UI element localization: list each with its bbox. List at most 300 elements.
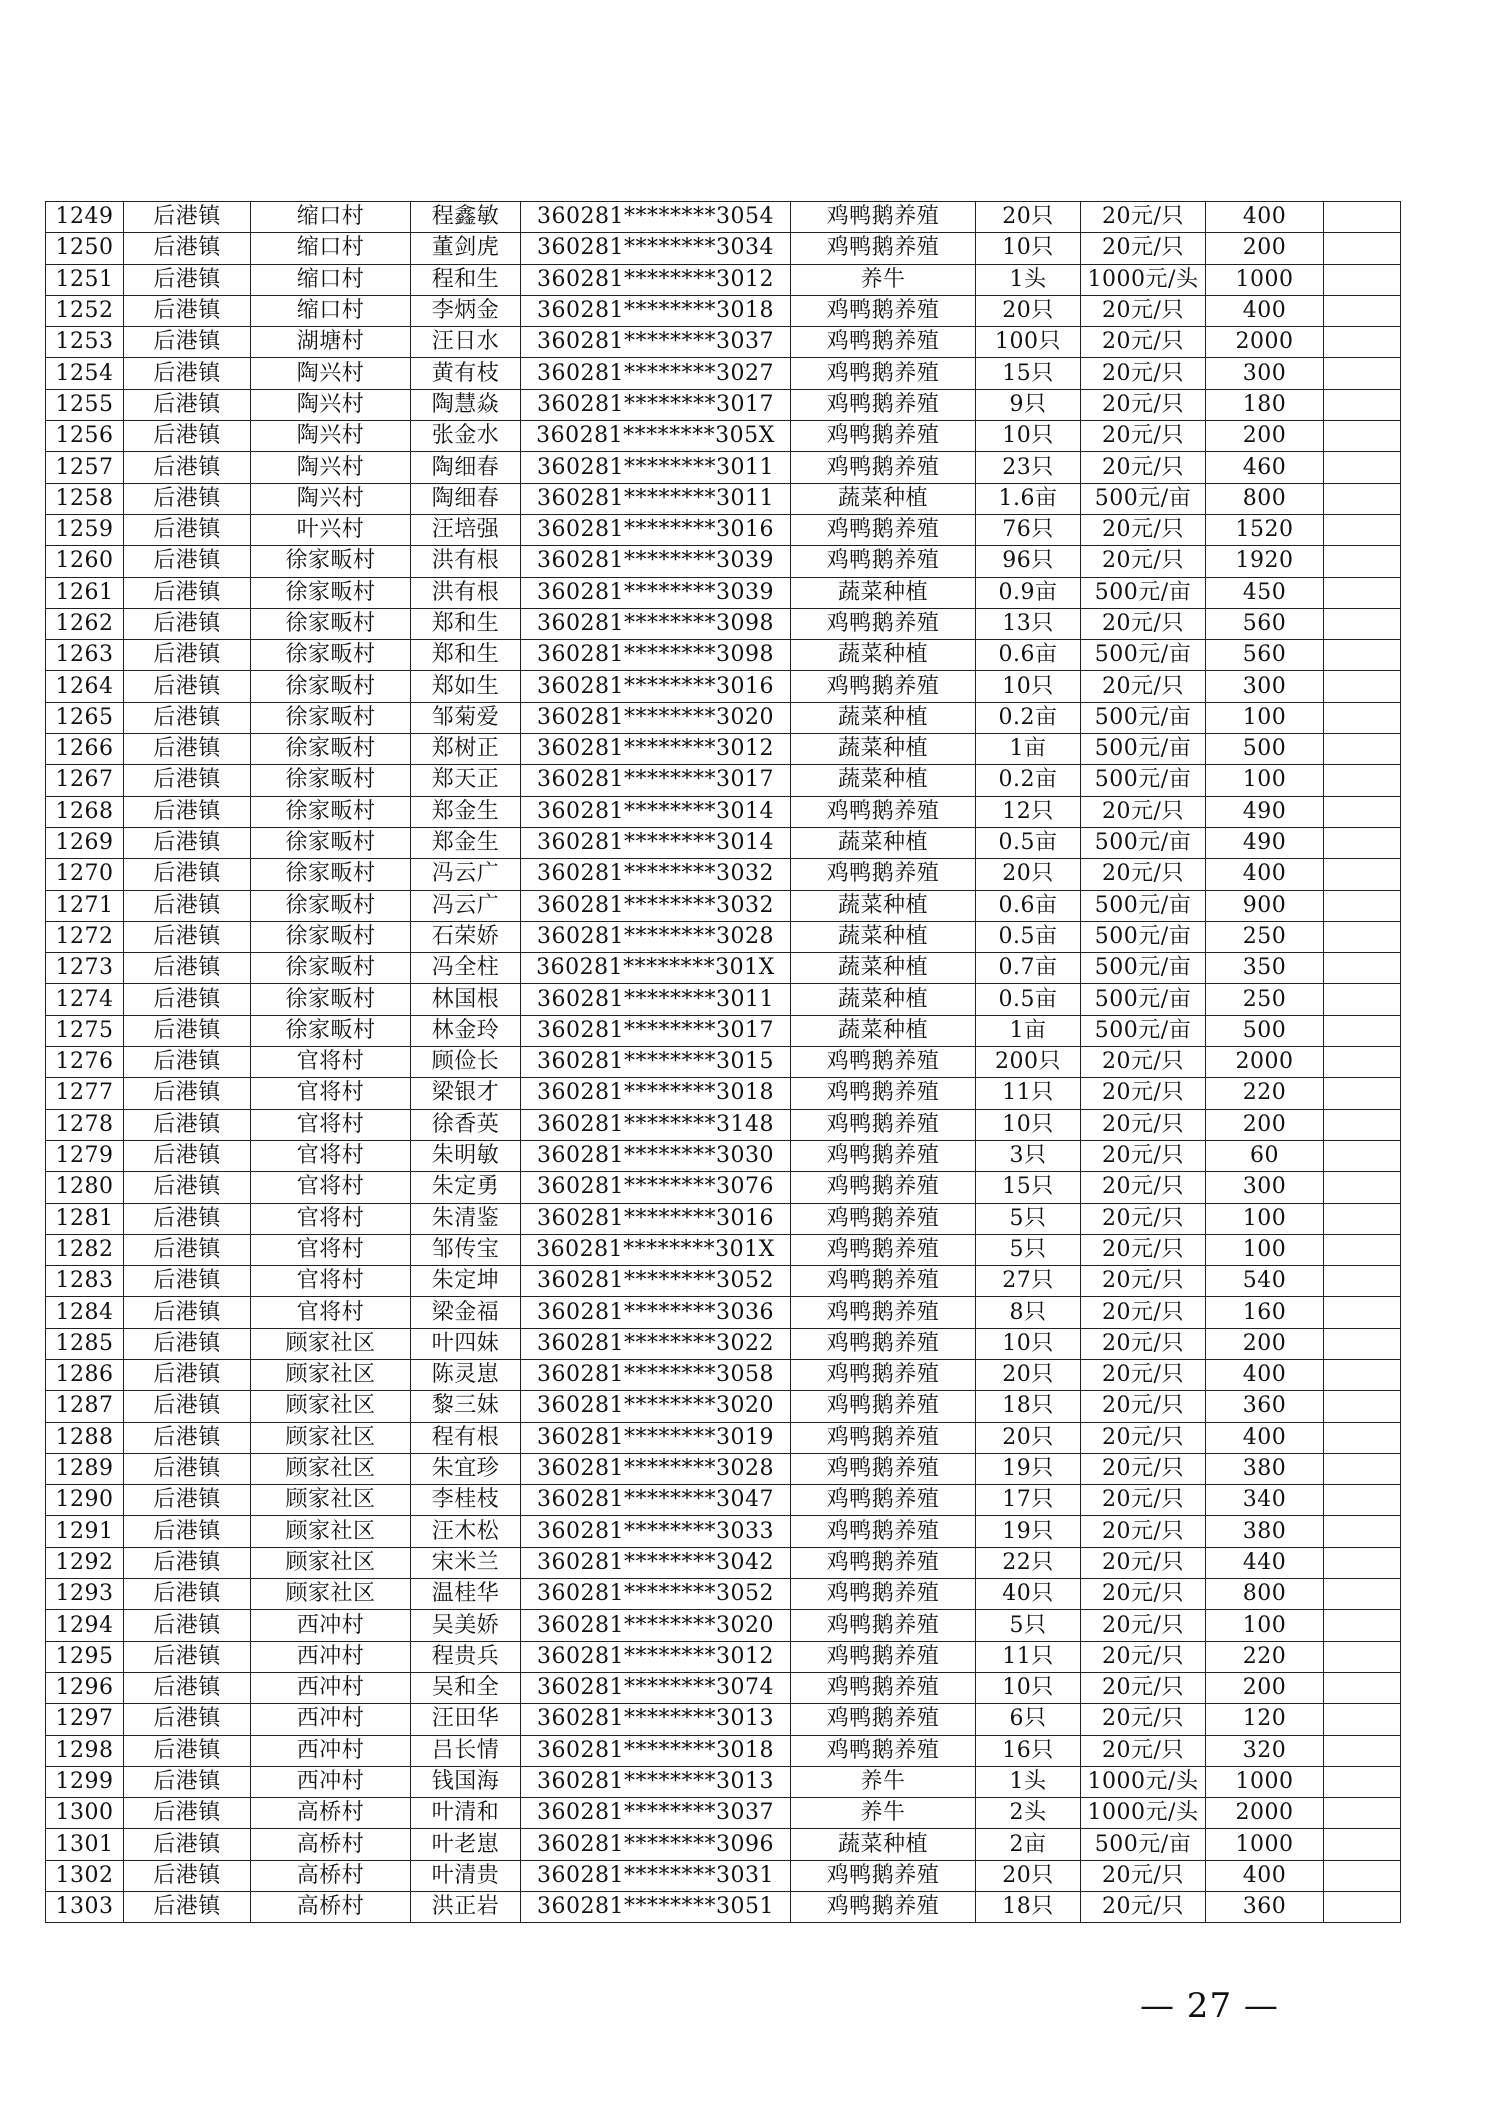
cell-amount: 1520 <box>1206 514 1324 545</box>
cell-serial-number: 1260 <box>46 546 124 577</box>
cell-town: 后港镇 <box>124 514 251 545</box>
table-row <box>46 1798 1401 1829</box>
cell-name: 朱明敏 <box>411 1140 521 1171</box>
cell-subsidy-standard: 20元/只 <box>1081 1172 1206 1203</box>
cell-quantity: 10只 <box>976 1109 1081 1140</box>
cell-remarks <box>1324 577 1401 608</box>
table-row <box>46 1328 1401 1359</box>
cell-serial-number: 1275 <box>46 1015 124 1046</box>
cell-id-number: 360281********3012 <box>521 734 791 765</box>
cell-id-number: 360281********3042 <box>521 1547 791 1578</box>
cell-village: 西冲村 <box>251 1704 411 1735</box>
cell-remarks <box>1324 1453 1401 1484</box>
cell-quantity: 10只 <box>976 671 1081 702</box>
table-row <box>46 671 1401 702</box>
cell-village: 徐家畈村 <box>251 765 411 796</box>
cell-town: 后港镇 <box>124 1829 251 1860</box>
cell-remarks <box>1324 984 1401 1015</box>
cell-amount: 250 <box>1206 984 1324 1015</box>
cell-name: 叶四妹 <box>411 1328 521 1359</box>
cell-id-number: 360281********3028 <box>521 921 791 952</box>
cell-name: 汪田华 <box>411 1704 521 1735</box>
cell-village: 官将村 <box>251 1109 411 1140</box>
cell-village: 陶兴村 <box>251 389 411 420</box>
cell-remarks <box>1324 389 1401 420</box>
cell-quantity: 8只 <box>976 1297 1081 1328</box>
cell-quantity: 0.9亩 <box>976 577 1081 608</box>
cell-serial-number: 1255 <box>46 389 124 420</box>
cell-serial-number: 1271 <box>46 890 124 921</box>
cell-serial-number: 1277 <box>46 1078 124 1109</box>
cell-village: 西冲村 <box>251 1641 411 1672</box>
cell-village: 徐家畈村 <box>251 734 411 765</box>
table-row <box>46 1579 1401 1610</box>
cell-amount: 2000 <box>1206 1047 1324 1078</box>
cell-category: 鸡鸭鹅养殖 <box>791 1328 976 1359</box>
cell-id-number: 360281********3017 <box>521 1015 791 1046</box>
cell-amount: 200 <box>1206 1672 1324 1703</box>
cell-quantity: 20只 <box>976 1860 1081 1891</box>
cell-town: 后港镇 <box>124 1172 251 1203</box>
cell-serial-number: 1282 <box>46 1234 124 1265</box>
cell-town: 后港镇 <box>124 1203 251 1234</box>
cell-remarks <box>1324 1109 1401 1140</box>
cell-id-number: 360281********305X <box>521 421 791 452</box>
table-row <box>46 1610 1401 1641</box>
cell-subsidy-standard: 20元/只 <box>1081 608 1206 639</box>
table-row <box>46 202 1401 233</box>
cell-subsidy-standard: 500元/亩 <box>1081 734 1206 765</box>
cell-id-number: 360281********3037 <box>521 1798 791 1829</box>
cell-quantity: 19只 <box>976 1516 1081 1547</box>
cell-serial-number: 1291 <box>46 1516 124 1547</box>
table-row <box>46 577 1401 608</box>
cell-category: 蔬菜种植 <box>791 1015 976 1046</box>
cell-category: 蔬菜种植 <box>791 702 976 733</box>
cell-subsidy-standard: 20元/只 <box>1081 1140 1206 1171</box>
cell-subsidy-standard: 20元/只 <box>1081 671 1206 702</box>
cell-amount: 300 <box>1206 671 1324 702</box>
cell-amount: 220 <box>1206 1641 1324 1672</box>
cell-serial-number: 1288 <box>46 1422 124 1453</box>
cell-remarks <box>1324 327 1401 358</box>
cell-category: 蔬菜种植 <box>791 765 976 796</box>
cell-category: 养牛 <box>791 1766 976 1797</box>
cell-serial-number: 1301 <box>46 1829 124 1860</box>
table-row <box>46 358 1401 389</box>
cell-amount: 160 <box>1206 1297 1324 1328</box>
cell-category: 鸡鸭鹅养殖 <box>791 1892 976 1923</box>
cell-town: 后港镇 <box>124 890 251 921</box>
table-row <box>46 483 1401 514</box>
cell-name: 梁银才 <box>411 1078 521 1109</box>
cell-quantity: 13只 <box>976 608 1081 639</box>
table-row <box>46 233 1401 264</box>
cell-village: 陶兴村 <box>251 421 411 452</box>
table-row <box>46 1860 1401 1891</box>
cell-amount: 1000 <box>1206 1766 1324 1797</box>
cell-quantity: 0.5亩 <box>976 984 1081 1015</box>
table-row <box>46 1704 1401 1735</box>
cell-name: 郑金生 <box>411 796 521 827</box>
cell-quantity: 0.2亩 <box>976 765 1081 796</box>
cell-subsidy-standard: 20元/只 <box>1081 421 1206 452</box>
cell-name: 陶细春 <box>411 483 521 514</box>
cell-subsidy-standard: 1000元/头 <box>1081 1766 1206 1797</box>
cell-name: 钱国海 <box>411 1766 521 1797</box>
cell-village: 官将村 <box>251 1172 411 1203</box>
cell-amount: 1000 <box>1206 264 1324 295</box>
cell-quantity: 10只 <box>976 1328 1081 1359</box>
cell-quantity: 19只 <box>976 1453 1081 1484</box>
cell-name: 温桂华 <box>411 1579 521 1610</box>
cell-quantity: 76只 <box>976 514 1081 545</box>
cell-serial-number: 1280 <box>46 1172 124 1203</box>
cell-name: 李炳金 <box>411 295 521 326</box>
cell-village: 缩口村 <box>251 233 411 264</box>
cell-category: 鸡鸭鹅养殖 <box>791 1140 976 1171</box>
cell-name: 程贵兵 <box>411 1641 521 1672</box>
table-row <box>46 827 1401 858</box>
cell-remarks <box>1324 483 1401 514</box>
cell-id-number: 360281********3011 <box>521 483 791 514</box>
cell-id-number: 360281********3032 <box>521 890 791 921</box>
cell-amount: 900 <box>1206 890 1324 921</box>
cell-category: 蔬菜种植 <box>791 483 976 514</box>
cell-category: 鸡鸭鹅养殖 <box>791 1516 976 1547</box>
cell-remarks <box>1324 1234 1401 1265</box>
cell-remarks <box>1324 1829 1401 1860</box>
cell-remarks <box>1324 1359 1401 1390</box>
cell-category: 鸡鸭鹅养殖 <box>791 1266 976 1297</box>
cell-subsidy-standard: 20元/只 <box>1081 1516 1206 1547</box>
cell-town: 后港镇 <box>124 1798 251 1829</box>
cell-category: 鸡鸭鹅养殖 <box>791 1704 976 1735</box>
table-row <box>46 765 1401 796</box>
cell-town: 后港镇 <box>124 796 251 827</box>
cell-subsidy-standard: 20元/只 <box>1081 389 1206 420</box>
cell-amount: 200 <box>1206 1109 1324 1140</box>
cell-category: 养牛 <box>791 264 976 295</box>
cell-town: 后港镇 <box>124 734 251 765</box>
cell-quantity: 200只 <box>976 1047 1081 1078</box>
cell-town: 后港镇 <box>124 1047 251 1078</box>
cell-remarks <box>1324 1641 1401 1672</box>
cell-remarks <box>1324 1735 1401 1766</box>
cell-remarks <box>1324 1391 1401 1422</box>
cell-subsidy-standard: 20元/只 <box>1081 1610 1206 1641</box>
cell-category: 鸡鸭鹅养殖 <box>791 1610 976 1641</box>
cell-village: 徐家畈村 <box>251 796 411 827</box>
cell-town: 后港镇 <box>124 1485 251 1516</box>
cell-amount: 440 <box>1206 1547 1324 1578</box>
cell-remarks <box>1324 1422 1401 1453</box>
cell-category: 蔬菜种植 <box>791 921 976 952</box>
cell-id-number: 360281********3037 <box>521 327 791 358</box>
cell-quantity: 11只 <box>976 1641 1081 1672</box>
cell-name: 郑和生 <box>411 640 521 671</box>
cell-quantity: 23只 <box>976 452 1081 483</box>
cell-amount: 200 <box>1206 233 1324 264</box>
cell-category: 蔬菜种植 <box>791 984 976 1015</box>
cell-village: 徐家畈村 <box>251 953 411 984</box>
cell-quantity: 0.5亩 <box>976 921 1081 952</box>
table-row <box>46 640 1401 671</box>
cell-quantity: 0.6亩 <box>976 890 1081 921</box>
cell-subsidy-standard: 20元/只 <box>1081 1203 1206 1234</box>
cell-category: 鸡鸭鹅养殖 <box>791 514 976 545</box>
cell-name: 洪正岩 <box>411 1892 521 1923</box>
cell-amount: 400 <box>1206 1359 1324 1390</box>
cell-village: 官将村 <box>251 1047 411 1078</box>
cell-category: 鸡鸭鹅养殖 <box>791 1203 976 1234</box>
cell-quantity: 10只 <box>976 233 1081 264</box>
cell-name: 洪有根 <box>411 546 521 577</box>
cell-name: 陈灵崽 <box>411 1359 521 1390</box>
cell-category: 鸡鸭鹅养殖 <box>791 327 976 358</box>
cell-subsidy-standard: 20元/只 <box>1081 233 1206 264</box>
cell-name: 林金玲 <box>411 1015 521 1046</box>
cell-name: 张金水 <box>411 421 521 452</box>
cell-serial-number: 1296 <box>46 1672 124 1703</box>
cell-name: 郑和生 <box>411 608 521 639</box>
cell-category: 鸡鸭鹅养殖 <box>791 1172 976 1203</box>
cell-amount: 540 <box>1206 1266 1324 1297</box>
cell-town: 后港镇 <box>124 827 251 858</box>
cell-subsidy-standard: 500元/亩 <box>1081 577 1206 608</box>
cell-amount: 100 <box>1206 765 1324 796</box>
cell-subsidy-standard: 20元/只 <box>1081 1547 1206 1578</box>
cell-town: 后港镇 <box>124 1641 251 1672</box>
cell-amount: 320 <box>1206 1735 1324 1766</box>
cell-remarks <box>1324 202 1401 233</box>
cell-village: 官将村 <box>251 1266 411 1297</box>
cell-name: 汪木松 <box>411 1516 521 1547</box>
cell-remarks <box>1324 1892 1401 1923</box>
cell-remarks <box>1324 1015 1401 1046</box>
cell-name: 李桂枝 <box>411 1485 521 1516</box>
cell-category: 鸡鸭鹅养殖 <box>791 1547 976 1578</box>
cell-category: 鸡鸭鹅养殖 <box>791 671 976 702</box>
cell-town: 后港镇 <box>124 1860 251 1891</box>
cell-id-number: 360281********3015 <box>521 1047 791 1078</box>
cell-quantity: 15只 <box>976 358 1081 389</box>
cell-name: 邹传宝 <box>411 1234 521 1265</box>
cell-village: 徐家畈村 <box>251 608 411 639</box>
cell-id-number: 360281********3019 <box>521 1422 791 1453</box>
cell-quantity: 18只 <box>976 1892 1081 1923</box>
cell-town: 后港镇 <box>124 1328 251 1359</box>
cell-quantity: 0.6亩 <box>976 640 1081 671</box>
table-row <box>46 1359 1401 1390</box>
cell-village: 高桥村 <box>251 1798 411 1829</box>
cell-category: 蔬菜种植 <box>791 953 976 984</box>
cell-village: 顾家社区 <box>251 1547 411 1578</box>
cell-subsidy-standard: 20元/只 <box>1081 327 1206 358</box>
cell-quantity: 3只 <box>976 1140 1081 1171</box>
cell-serial-number: 1262 <box>46 608 124 639</box>
cell-village: 徐家畈村 <box>251 546 411 577</box>
cell-quantity: 5只 <box>976 1234 1081 1265</box>
cell-village: 官将村 <box>251 1234 411 1265</box>
cell-town: 后港镇 <box>124 389 251 420</box>
cell-quantity: 2头 <box>976 1798 1081 1829</box>
table-row <box>46 389 1401 420</box>
cell-id-number: 360281********3014 <box>521 796 791 827</box>
cell-id-number: 360281********3034 <box>521 233 791 264</box>
table-row <box>46 1766 1401 1797</box>
cell-town: 后港镇 <box>124 1672 251 1703</box>
cell-subsidy-standard: 500元/亩 <box>1081 1829 1206 1860</box>
cell-town: 后港镇 <box>124 1610 251 1641</box>
cell-subsidy-standard: 1000元/头 <box>1081 264 1206 295</box>
cell-name: 郑金生 <box>411 827 521 858</box>
cell-town: 后港镇 <box>124 1422 251 1453</box>
cell-subsidy-standard: 20元/只 <box>1081 1892 1206 1923</box>
cell-remarks <box>1324 1297 1401 1328</box>
cell-amount: 120 <box>1206 1704 1324 1735</box>
cell-town: 后港镇 <box>124 765 251 796</box>
cell-name: 朱定坤 <box>411 1266 521 1297</box>
cell-subsidy-standard: 500元/亩 <box>1081 827 1206 858</box>
cell-serial-number: 1297 <box>46 1704 124 1735</box>
cell-serial-number: 1252 <box>46 295 124 326</box>
cell-name: 陶细春 <box>411 452 521 483</box>
table-row <box>46 1516 1401 1547</box>
cell-subsidy-standard: 20元/只 <box>1081 1422 1206 1453</box>
cell-quantity: 0.2亩 <box>976 702 1081 733</box>
cell-category: 鸡鸭鹅养殖 <box>791 233 976 264</box>
cell-village: 陶兴村 <box>251 483 411 514</box>
cell-id-number: 360281********3028 <box>521 1453 791 1484</box>
cell-town: 后港镇 <box>124 577 251 608</box>
cell-id-number: 360281********3018 <box>521 1078 791 1109</box>
cell-remarks <box>1324 1140 1401 1171</box>
cell-amount: 200 <box>1206 1328 1324 1359</box>
cell-village: 顾家社区 <box>251 1579 411 1610</box>
cell-town: 后港镇 <box>124 1234 251 1265</box>
cell-remarks <box>1324 1610 1401 1641</box>
cell-id-number: 360281********3016 <box>521 1203 791 1234</box>
cell-amount: 100 <box>1206 1234 1324 1265</box>
cell-amount: 60 <box>1206 1140 1324 1171</box>
cell-subsidy-standard: 20元/只 <box>1081 859 1206 890</box>
cell-village: 徐家畈村 <box>251 671 411 702</box>
cell-remarks <box>1324 1766 1401 1797</box>
table-row <box>46 514 1401 545</box>
cell-name: 宋米兰 <box>411 1547 521 1578</box>
cell-subsidy-standard: 500元/亩 <box>1081 483 1206 514</box>
cell-amount: 460 <box>1206 452 1324 483</box>
cell-id-number: 360281********3022 <box>521 1328 791 1359</box>
cell-village: 西冲村 <box>251 1610 411 1641</box>
table-row <box>46 1172 1401 1203</box>
cell-town: 后港镇 <box>124 859 251 890</box>
cell-name: 董剑虎 <box>411 233 521 264</box>
cell-category: 蔬菜种植 <box>791 827 976 858</box>
cell-amount: 2000 <box>1206 1798 1324 1829</box>
cell-remarks <box>1324 1078 1401 1109</box>
cell-serial-number: 1283 <box>46 1266 124 1297</box>
cell-category: 鸡鸭鹅养殖 <box>791 358 976 389</box>
cell-town: 后港镇 <box>124 483 251 514</box>
cell-amount: 560 <box>1206 640 1324 671</box>
cell-serial-number: 1259 <box>46 514 124 545</box>
cell-quantity: 10只 <box>976 1672 1081 1703</box>
cell-id-number: 360281********3017 <box>521 389 791 420</box>
table-row <box>46 1140 1401 1171</box>
cell-quantity: 17只 <box>976 1485 1081 1516</box>
cell-category: 鸡鸭鹅养殖 <box>791 1422 976 1453</box>
cell-serial-number: 1285 <box>46 1328 124 1359</box>
cell-quantity: 1亩 <box>976 734 1081 765</box>
cell-subsidy-standard: 20元/只 <box>1081 1735 1206 1766</box>
cell-subsidy-standard: 500元/亩 <box>1081 765 1206 796</box>
cell-village: 西冲村 <box>251 1766 411 1797</box>
cell-town: 后港镇 <box>124 921 251 952</box>
cell-remarks <box>1324 514 1401 545</box>
cell-amount: 400 <box>1206 859 1324 890</box>
cell-id-number: 360281********3016 <box>521 671 791 702</box>
cell-category: 鸡鸭鹅养殖 <box>791 389 976 420</box>
cell-id-number: 360281********3051 <box>521 1892 791 1923</box>
cell-town: 后港镇 <box>124 984 251 1015</box>
cell-quantity: 6只 <box>976 1704 1081 1735</box>
cell-serial-number: 1265 <box>46 702 124 733</box>
cell-remarks <box>1324 264 1401 295</box>
cell-serial-number: 1300 <box>46 1798 124 1829</box>
cell-village: 陶兴村 <box>251 358 411 389</box>
cell-village: 官将村 <box>251 1140 411 1171</box>
cell-name: 汪日水 <box>411 327 521 358</box>
cell-amount: 300 <box>1206 358 1324 389</box>
cell-name: 吕长情 <box>411 1735 521 1766</box>
cell-town: 后港镇 <box>124 202 251 233</box>
table-row <box>46 1422 1401 1453</box>
cell-village: 顾家社区 <box>251 1516 411 1547</box>
cell-name: 叶清贵 <box>411 1860 521 1891</box>
cell-village: 西冲村 <box>251 1672 411 1703</box>
cell-id-number: 360281********3032 <box>521 859 791 890</box>
cell-town: 后港镇 <box>124 233 251 264</box>
cell-name: 程和生 <box>411 264 521 295</box>
cell-category: 鸡鸭鹅养殖 <box>791 796 976 827</box>
cell-subsidy-standard: 20元/只 <box>1081 1266 1206 1297</box>
cell-remarks <box>1324 1704 1401 1735</box>
cell-serial-number: 1276 <box>46 1047 124 1078</box>
cell-id-number: 360281********3047 <box>521 1485 791 1516</box>
cell-category: 鸡鸭鹅养殖 <box>791 1735 976 1766</box>
table-row <box>46 796 1401 827</box>
cell-category: 鸡鸭鹅养殖 <box>791 546 976 577</box>
cell-town: 后港镇 <box>124 327 251 358</box>
cell-category: 鸡鸭鹅养殖 <box>791 859 976 890</box>
cell-quantity: 22只 <box>976 1547 1081 1578</box>
cell-quantity: 100只 <box>976 327 1081 358</box>
cell-remarks <box>1324 421 1401 452</box>
table-row <box>46 1297 1401 1328</box>
table-row <box>46 1641 1401 1672</box>
cell-serial-number: 1266 <box>46 734 124 765</box>
cell-amount: 490 <box>1206 796 1324 827</box>
cell-village: 徐家畈村 <box>251 859 411 890</box>
table-row <box>46 921 1401 952</box>
cell-name: 顾俭长 <box>411 1047 521 1078</box>
cell-amount: 400 <box>1206 1422 1324 1453</box>
cell-village: 官将村 <box>251 1203 411 1234</box>
cell-village: 官将村 <box>251 1078 411 1109</box>
cell-quantity: 0.5亩 <box>976 827 1081 858</box>
